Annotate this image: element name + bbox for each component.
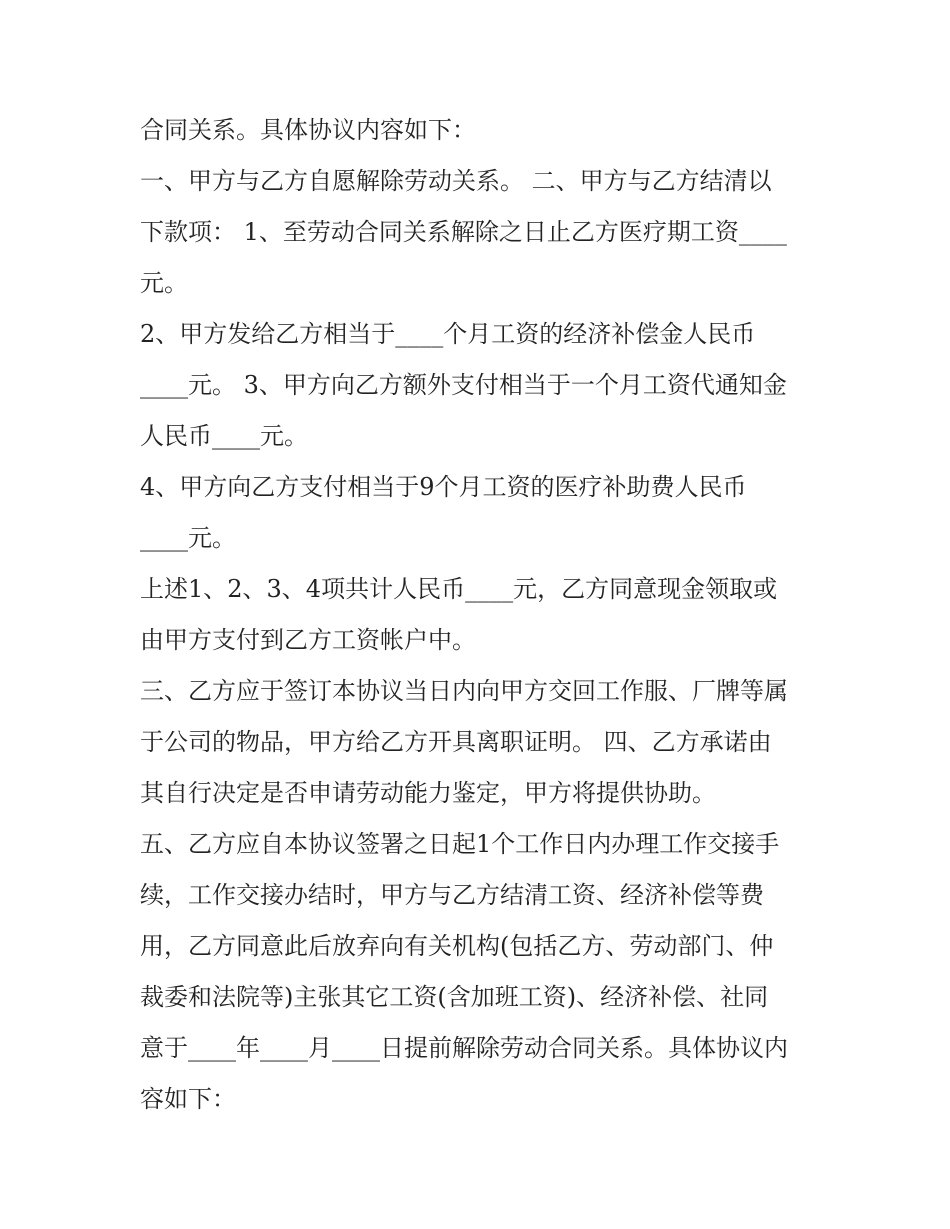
text-line: ____元。 3、甲方向乙方额外支付相当于一个月工资代通知金 xyxy=(140,371,787,399)
text-line: 五、乙方应自本协议签署之日起1个工作日内办理工作交接手 xyxy=(140,830,780,858)
text-line: 2、甲方发给乙方相当于____个月工资的经济补偿金人民币 xyxy=(140,320,756,348)
text-line: 裁委和法院等)主张其它工资(含加班工资)、经济补偿、社同 xyxy=(140,983,769,1011)
text-line: 一、甲方与乙方自愿解除劳动关系。 二、甲方与乙方结清以 xyxy=(140,167,772,195)
text-line: 下款项： 1、至劳动合同关系解除之日止乙方医疗期工资____ xyxy=(140,218,787,246)
text-line: 意于____年____月____日提前解除劳动合同关系。具体协议内 xyxy=(140,1034,788,1062)
text-line: 容如下： xyxy=(140,1085,236,1113)
text-line: ____元。 xyxy=(140,524,236,552)
text-line: 三、乙方应于签订本协议当日内向甲方交回工作服、厂牌等属 xyxy=(140,677,788,705)
text-line: 元。 xyxy=(140,269,188,297)
text-line: 于公司的物品，甲方给乙方开具离职证明。 四、乙方承诺由 xyxy=(140,728,772,756)
text-line: 上述1、2、3、4项共计人民币____元，乙方同意现金领取或 xyxy=(140,575,778,603)
text-line: 用，乙方同意此后放弃向有关机构(包括乙方、劳动部门、仲 xyxy=(140,932,774,960)
text-line: 合同关系。具体协议内容如下： xyxy=(140,116,476,144)
text-line: 其自行决定是否申请劳动能力鉴定，甲方将提供协助。 xyxy=(140,779,716,807)
text-line: 4、甲方向乙方支付相当于9个月工资的医疗补助费人民币 xyxy=(140,473,747,501)
text-line: 续，工作交接办结时，甲方与乙方结清工资、经济补偿等费 xyxy=(140,881,764,909)
document-body xyxy=(140,109,820,1129)
text-line: 由甲方支付到乙方工资帐户中。 xyxy=(140,626,476,654)
text-line: 人民币____元。 xyxy=(140,422,308,450)
